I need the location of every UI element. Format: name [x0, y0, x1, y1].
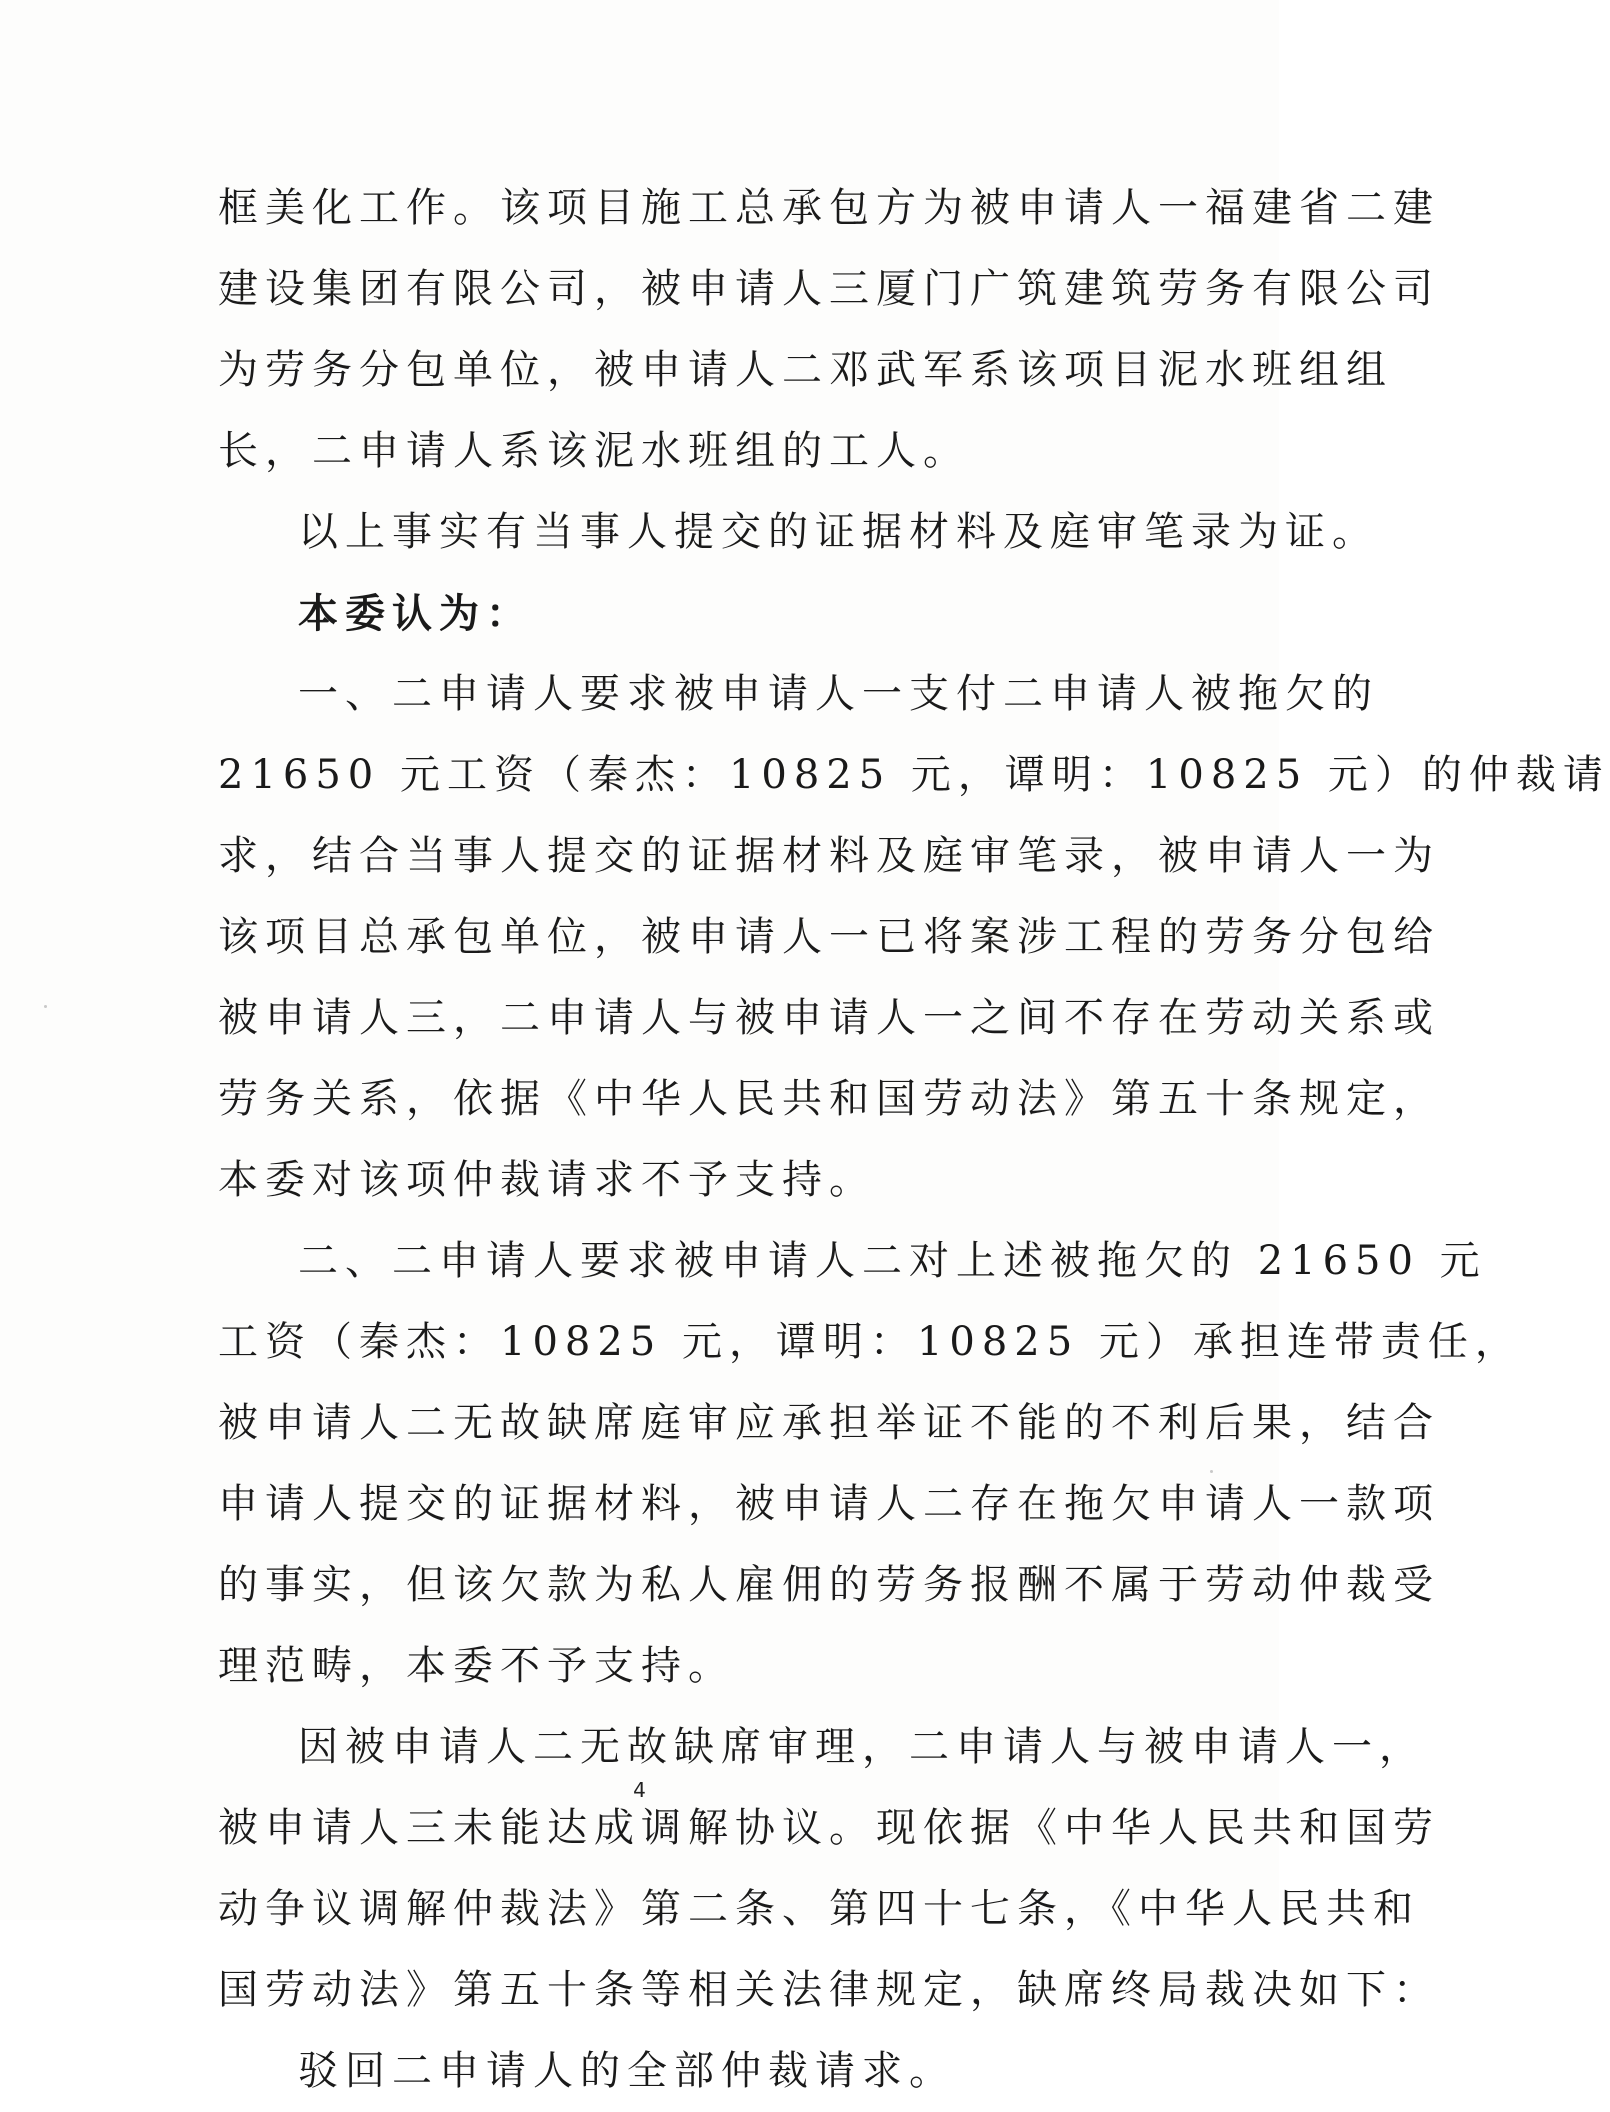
body-line: 本委对该项仲裁请求不予支持。: [218, 1157, 876, 1203]
body-line: 被申请人三，二申请人与被申请人一之间不存在劳动关系或: [218, 995, 1440, 1041]
body-line: 被申请人三未能达成调解协议。现依据《中华人民共和国劳: [218, 1805, 1440, 1851]
body-line: 为劳务分包单位，被申请人二邓武军系该项目泥水班组组: [218, 347, 1393, 393]
scan-speck: [1210, 1470, 1213, 1473]
body-line: 该项目总承包单位，被申请人一已将案涉工程的劳务分包给: [218, 914, 1440, 960]
body-line: 二、二申请人要求被申请人二对上述被拖欠的 21650 元: [298, 1238, 1487, 1284]
page-number: 4: [633, 1778, 646, 1802]
section-heading: 本委认为：: [298, 590, 533, 637]
body-line: 工资（秦杰：10825 元，谭明：10825 元）承担连带责任，: [218, 1319, 1522, 1365]
body-line: 的事实，但该欠款为私人雇佣的劳务报酬不属于劳动仲裁受: [218, 1562, 1440, 1608]
body-line: 长，二申请人系该泥水班组的工人。: [218, 428, 970, 474]
body-line: 驳回二申请人的全部仲裁请求。: [298, 2048, 956, 2094]
body-line: 国劳动法》第五十条等相关法律规定，缺席终局裁决如下：: [218, 1967, 1440, 2013]
body-line: 一、二申请人要求被申请人一支付二申请人被拖欠的: [298, 671, 1379, 717]
document-body: [218, 168, 1610, 2112]
scan-speck: [44, 1005, 47, 1008]
body-line: 框美化工作。该项目施工总承包方为被申请人一福建省二建: [218, 185, 1440, 231]
body-line: 21650 元工资（秦杰：10825 元，谭明：10825 元）的仲裁请: [218, 752, 1610, 798]
body-line: 动争议调解仲裁法》第二条、第四十七条，《中华人民共和: [218, 1886, 1420, 1932]
body-line: 以上事实有当事人提交的证据材料及庭审笔录为证。: [298, 509, 1379, 555]
body-line: 建设集团有限公司，被申请人三厦门广筑建筑劳务有限公司: [218, 266, 1440, 312]
body-line: 被申请人二无故缺席庭审应承担举证不能的不利后果，结合: [218, 1400, 1440, 1446]
body-line: 申请人提交的证据材料，被申请人二存在拖欠申请人一款项: [218, 1481, 1440, 1527]
body-line: 求，结合当事人提交的证据材料及庭审笔录，被申请人一为: [218, 833, 1440, 879]
body-line: 劳务关系，依据《中华人民共和国劳动法》第五十条规定，: [218, 1076, 1440, 1122]
body-line: 因被申请人二无故缺席审理，二申请人与被申请人一，: [298, 1724, 1426, 1770]
body-line: 理范畴，本委不予支持。: [218, 1643, 735, 1689]
